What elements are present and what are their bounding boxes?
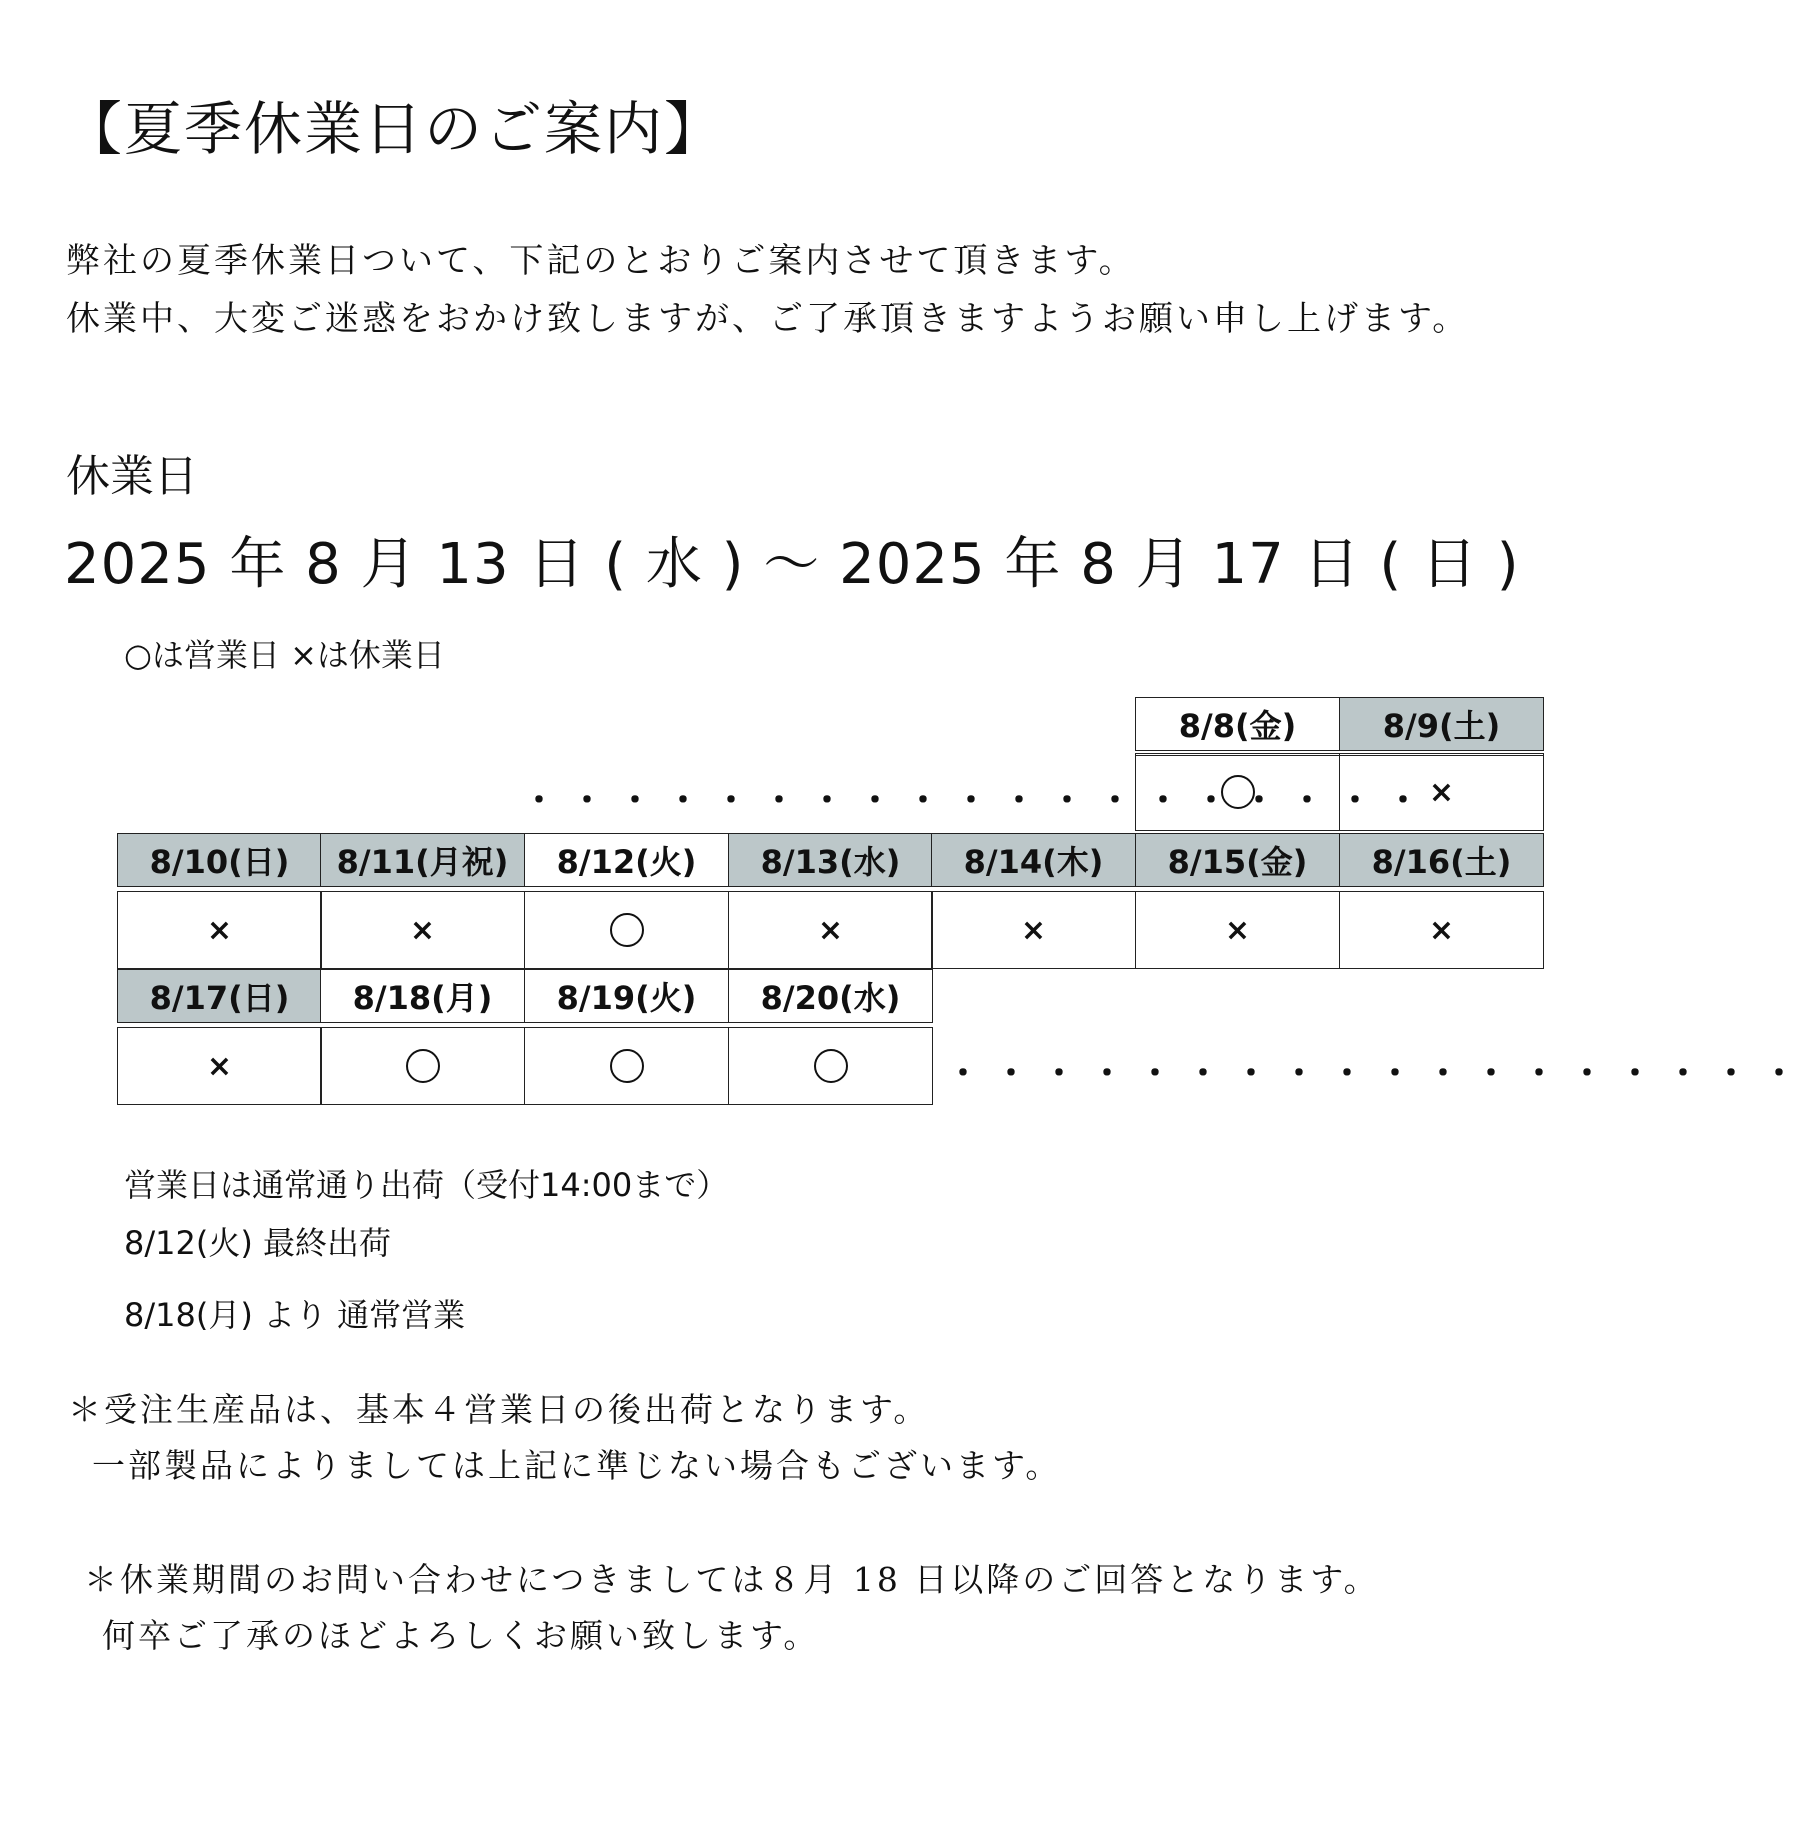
made-to-order-note xyxy=(68,1382,1061,1494)
calendar-date-header: 8/18(月) xyxy=(320,969,525,1023)
cross-icon: × xyxy=(206,912,233,948)
inquiries-line-2: 何卒ご了承のほどよろしくお願い致します。 xyxy=(102,1616,820,1655)
cross-icon: × xyxy=(1224,912,1251,948)
closed-day-mark xyxy=(728,891,933,969)
cross-icon: × xyxy=(409,912,436,948)
calendar-date-header: 8/11(月祝) xyxy=(320,833,525,887)
open-day-mark xyxy=(524,1027,729,1105)
cross-icon: × xyxy=(1020,912,1047,948)
resume-note: 8/18(月) より 通常営業 xyxy=(124,1296,466,1334)
circle-icon xyxy=(610,913,644,947)
cross-icon: × xyxy=(1428,774,1455,810)
closed-day-mark xyxy=(117,1027,322,1105)
calendar-date-header: 8/8(金) xyxy=(1135,697,1340,751)
cross-icon: × xyxy=(1428,912,1455,948)
calendar-date-header: 8/20(水) xyxy=(728,969,933,1023)
last-shipping-note: 8/12(火) 最終出荷 xyxy=(124,1224,392,1262)
closed-day-mark xyxy=(1135,891,1340,969)
legend: ○は営業日 ×は休業日 xyxy=(124,636,445,674)
calendar-date-header: 8/10(日) xyxy=(117,833,322,887)
open-day-mark xyxy=(320,1027,525,1105)
calendar-date-header: 8/12(火) xyxy=(524,833,729,887)
inquiries-note xyxy=(84,1552,1380,1664)
open-day-mark xyxy=(728,1027,933,1105)
calendar-date-header: 8/13(水) xyxy=(728,833,933,887)
cross-icon: × xyxy=(817,912,844,948)
page-title: 【夏季休業日のご案内】 xyxy=(64,95,725,163)
holiday-label: 休業日 xyxy=(66,451,198,502)
open-day-mark xyxy=(524,891,729,969)
intro-line-2: 休業中、大変ご迷惑をおかけ致しますが、ご了承頂きますようお願い申し上げます。 xyxy=(66,299,1470,339)
closed-day-mark xyxy=(1339,891,1544,969)
dots-leader-row3: ・・・・・・・・・・・・・・・・・・ xyxy=(946,1054,1810,1094)
calendar-date-header: 8/9(土) xyxy=(1339,697,1544,751)
made-to-order-line-1: ＊受注生産品は、基本４営業日の後出荷となります。 xyxy=(68,1390,930,1429)
circle-icon xyxy=(814,1049,848,1083)
calendar-date-header: 8/14(木) xyxy=(931,833,1136,887)
holiday-range: 2025 年 8 月 13 日 ( 水 ) ～ 2025 年 8 月 17 日 ( 日 ) xyxy=(64,532,1520,597)
dots-leader-row1: ・・・・・・・・・・・・・・・・・・・ xyxy=(522,781,1434,821)
inquiries-line-1: ＊休業期間のお問い合わせにつきましては８月 18 日以降のご回答となります。 xyxy=(84,1560,1380,1599)
circle-icon xyxy=(610,1049,644,1083)
closed-day-mark xyxy=(931,891,1136,969)
cross-icon: × xyxy=(206,1048,233,1084)
calendar-date-header: 8/16(土) xyxy=(1339,833,1544,887)
calendar-date-header: 8/15(金) xyxy=(1135,833,1340,887)
closed-day-mark xyxy=(320,891,525,969)
calendar-date-header: 8/19(火) xyxy=(524,969,729,1023)
made-to-order-line-2: 一部製品によりましては上記に準じない場合もございます。 xyxy=(92,1446,1062,1485)
calendar-date-header: 8/17(日) xyxy=(117,969,322,1023)
closed-day-mark xyxy=(117,891,322,969)
circle-icon xyxy=(406,1049,440,1083)
intro-text xyxy=(66,232,1469,348)
intro-line-1: 弊社の夏季休業日ついて、下記のとおりご案内させて頂きます。 xyxy=(66,241,1136,281)
shipping-note: 営業日は通常通り出荷（受付14:00まで） xyxy=(124,1166,729,1204)
